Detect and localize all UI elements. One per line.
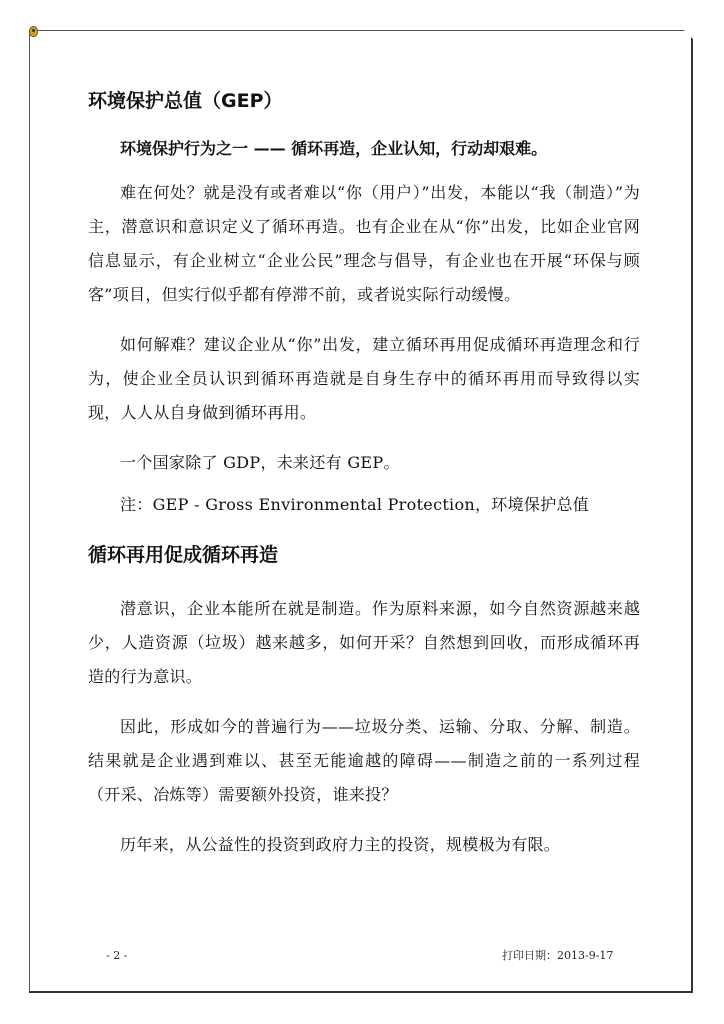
section-subhead: 环境保护行为之一 —— 循环再造，企业认知，行动却艰难。: [120, 139, 548, 158]
section-title-gep: 环境保护总值（GEP）: [88, 90, 283, 112]
paragraph: 难在何处？就是没有或者难以“你（用户）”出发，本能以“我（制造）”为主，潜意识和意识定义了循环再造。也有企业在从“你”出发，比如企业官网信息显示，有企业树立“企业公民”理念与倡导，有企业也在开展“环保与顾客”项目，但实行似乎都有停滞不前，或者说实际行动缓慢。: [88, 183, 640, 304]
paragraph-note: 注：GEP - Gross Environmental Protection，环境保护总值: [120, 495, 590, 514]
paragraph: 潜意识，企业本能所在就是制造。作为原料来源，如今自然资源越来越少，人造资源（垃圾）越来越多，如何开采？自然想到回收，而形成循环再造的行为意识。: [88, 599, 640, 686]
page-corner-fold: [684, 30, 696, 42]
paragraph: 历年来，从公益性的投资到政府力主的投资，规模极为有限。: [120, 835, 561, 854]
section-title-recycling: 循环再用促成循环再造: [88, 544, 279, 566]
paragraph: 如何解难？建议企业从“你”出发，建立循环再用促成循环再造理念和行为，使企业全员认识到循环再造就是自身生存中的循环再用而导致得以实现，人人从自身做到循环再用。: [88, 335, 640, 422]
paragraph: 因此，形成如今的普遍行为——垃圾分类、运输、分取、分解、制造。结果就是企业遇到难以、甚至无能逾越的障碍——制造之前的一系列过程（开采、冶炼等）需要额外投资，谁来投？: [88, 717, 640, 804]
document-body: [88, 88, 640, 862]
print-date: 打印日期：2013-9-17: [502, 949, 614, 962]
bug-icon: [29, 26, 38, 37]
paragraph: 一个国家除了 GDP，未来还有 GEP。: [120, 453, 400, 472]
page-number: - 2 -: [106, 949, 128, 962]
